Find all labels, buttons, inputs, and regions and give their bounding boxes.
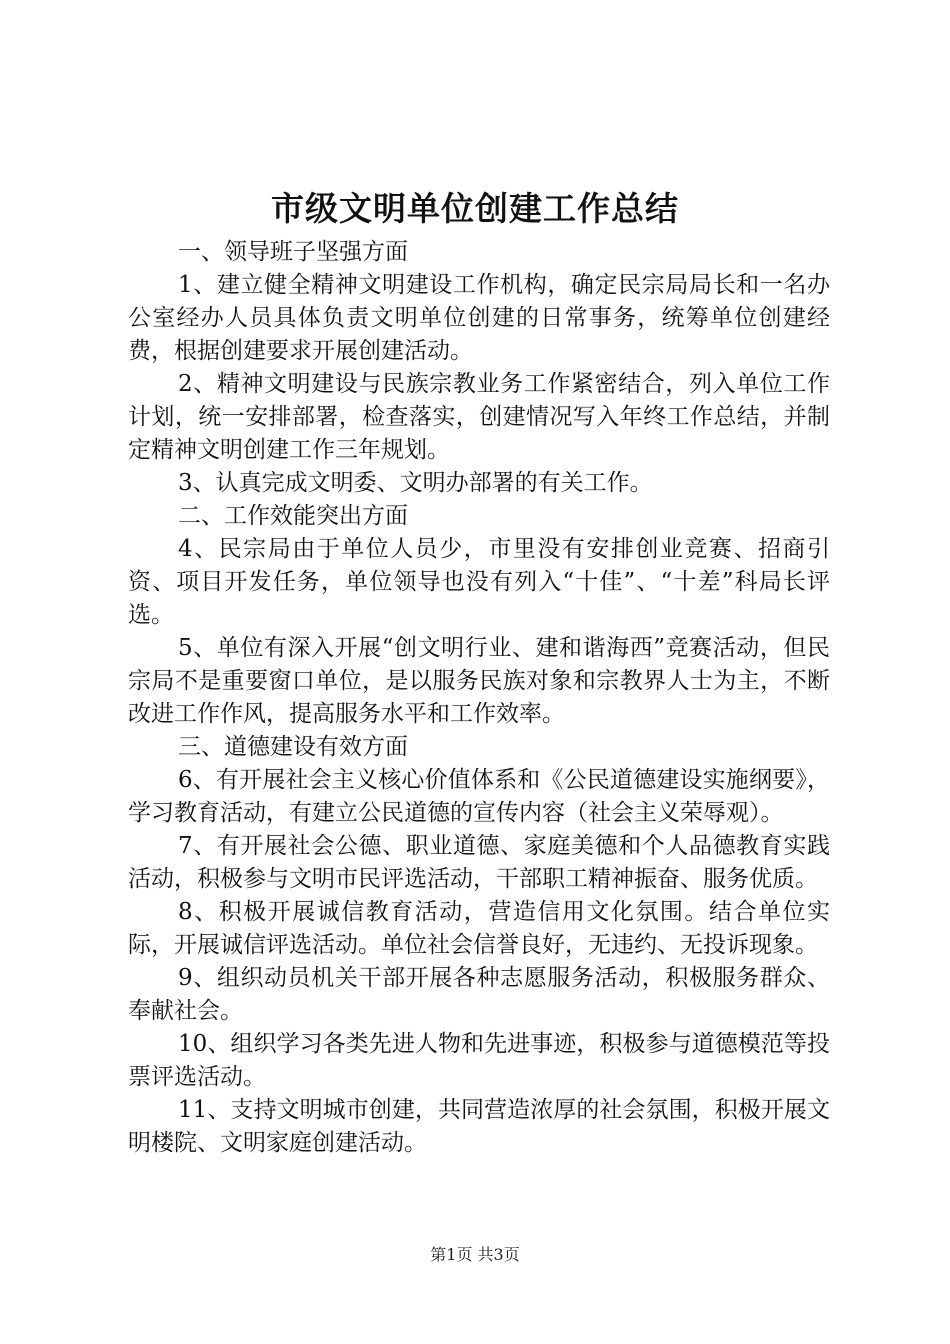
paragraph: 6、有开展社会主义核心价值体系和《公民道德建设实施纲要》，学习教育活动，有建立公民道德的宣传内容（社会主义荣辱观）。 <box>128 767 830 826</box>
paragraph: 1、建立健全精神文明建设工作机构，确定民宗局局长和一名办公室经办人员具体负责文明单位创建的日常事务，统筹单位创建经费，根据创建要求开展创建活动。 <box>128 272 830 364</box>
paragraph: 7、有开展社会公德、职业道德、家庭美德和个人品德教育实践活动，积极参与文明市民评选活动，干部职工精神振奋、服务优质。 <box>128 833 830 892</box>
paragraph: 2、精神文明建设与民族宗教业务工作紧密结合，列入单位工作计划，统一安排部署，检查落实，创建情况写入年终工作总结，并制定精神文明创建工作三年规划。 <box>128 371 830 463</box>
paragraph: 11、支持文明城市创建，共同营造浓厚的社会氛围，积极开展文明楼院、文明家庭创建活动。 <box>128 1097 830 1156</box>
paragraph: 8、积极开展诚信教育活动，营造信用文化氛围。结合单位实际，开展诚信评选活动。单位社会信誉良好，无违约、无投诉现象。 <box>128 899 830 958</box>
paragraph: 10、组织学习各类先进人物和先进事迹，积极参与道德模范等投票评选活动。 <box>128 1031 830 1090</box>
paragraph: 5、单位有深入开展“创文明行业、建和谐海西”竞赛活动，但民宗局不是重要窗口单位，是以服务民族对象和宗教界人士为主，不断改进工作作风，提高服务水平和工作效率。 <box>128 635 830 727</box>
paragraph: 9、组织动员机关干部开展各种志愿服务活动，积极服务群众、奉献社会。 <box>128 965 830 1024</box>
section-heading: 三、道德建设有效方面 <box>178 734 408 760</box>
document-body <box>128 236 830 1160</box>
document-title: 市级文明单位创建工作总结 <box>271 189 679 228</box>
paragraph: 3、认真完成文明委、文明办部署的有关工作。 <box>178 470 653 496</box>
paragraph: 4、民宗局由于单位人员少，市里没有安排创业竞赛、招商引资、项目开发任务，单位领导也没有列入“十佳”、“十差”科局长评选。 <box>128 536 830 628</box>
section-heading: 一、领导班子坚强方面 <box>178 239 408 265</box>
page-number-footer: 第1页 共3页 <box>430 1245 520 1264</box>
section-heading: 二、工作效能突出方面 <box>178 503 408 529</box>
